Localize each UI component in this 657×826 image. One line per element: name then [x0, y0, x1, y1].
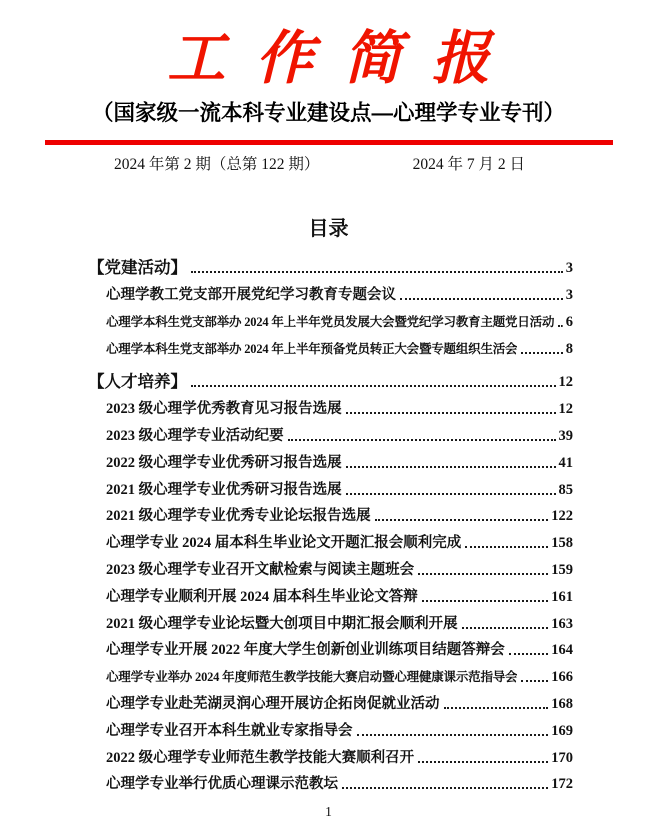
toc-item-title: 心理学专业赴芜湖灵润心理开展访企拓岗促就业活动: [106, 695, 440, 712]
toc-leader-dots: [509, 653, 549, 655]
toc-item-title: 2021 级心理学专业优秀研习报告选展: [106, 481, 342, 498]
toc-page-number: 12: [558, 374, 573, 391]
toc-item-title: 心理学专业 2024 届本科生毕业论文开题汇报会顺利完成: [106, 535, 462, 552]
toc-page-number: 161: [551, 588, 573, 605]
toc-leader-dots: [462, 627, 549, 629]
toc-section-label: 【党建活动】: [88, 259, 187, 278]
toc-item-title: 2022 级心理学专业师范生教学技能大赛顺利召开: [106, 749, 415, 766]
toc-item-row[interactable]: [88, 634, 573, 661]
toc-section-row[interactable]: [88, 251, 573, 278]
toc-page-number: 6: [565, 313, 573, 330]
toc-page-number: 168: [551, 695, 573, 712]
toc-item-row[interactable]: [88, 580, 573, 607]
toc-item-title: 心理学本科生党支部举办 2024 年上半年预备党员转正大会暨专题组织生活会: [106, 341, 518, 356]
toc-item-row[interactable]: [88, 660, 573, 687]
toc-page-number: 164: [551, 642, 573, 659]
toc-item-row[interactable]: [88, 607, 573, 634]
toc-leader-dots: [346, 466, 556, 468]
toc-leader-dots: [521, 680, 548, 682]
toc-section-row[interactable]: [88, 366, 573, 393]
toc-page-number: 41: [558, 454, 573, 471]
toc-leader-dots: [422, 600, 549, 602]
toc-leader-dots: [342, 787, 548, 789]
toc-item-title: 2022 级心理学专业优秀研习报告选展: [106, 454, 342, 471]
toc-item-title: 心理学专业举行优质心理课示范教坛: [106, 776, 338, 793]
toc-leader-dots: [346, 493, 556, 495]
toc-leader-dots: [558, 325, 562, 327]
toc-item-row[interactable]: [88, 392, 573, 419]
toc-item-row[interactable]: [88, 741, 573, 768]
toc-item-row[interactable]: [88, 305, 573, 332]
toc-page-number: 8: [565, 340, 573, 357]
toc-leader-dots: [346, 412, 556, 414]
issue-date: 2024 年 7 月 2 日: [412, 156, 525, 174]
toc-page-number: 172: [551, 776, 573, 793]
toc-section-label: 【人才培养】: [88, 373, 187, 392]
toc-leader-dots: [191, 271, 563, 273]
toc-item-row[interactable]: [88, 473, 573, 500]
toc-page-number: 169: [551, 722, 573, 739]
toc-item-title: 心理学专业举办 2024 年度师范生教学技能大赛启动暨心理健康课示范指导会: [106, 670, 518, 685]
toc-item-row[interactable]: [88, 526, 573, 553]
toc-item-row[interactable]: [88, 768, 573, 795]
toc-item-title: 心理学专业召开本科生就业专家指导会: [106, 722, 353, 739]
toc-page-number: 39: [558, 428, 573, 445]
toc-item-title: 心理学专业开展 2022 年度大学生创新创业训练项目结题答辩会: [106, 642, 505, 659]
toc-leader-dots: [465, 546, 548, 548]
toc-item-row[interactable]: [88, 687, 573, 714]
toc-item-title: 2021 级心理学专业优秀专业论坛报告选展: [106, 508, 371, 525]
toc-page-number: 158: [551, 535, 573, 552]
bulletin-title: 工作简报: [167, 24, 520, 92]
toc-page-number: 122: [551, 508, 573, 525]
toc-heading: 目录: [308, 218, 349, 241]
toc-item-row[interactable]: [88, 500, 573, 527]
toc-item-title: 2023 级心理学专业召开文献检索与阅读主题班会: [106, 562, 415, 578]
toc-leader-dots: [288, 439, 556, 441]
page-number: 1: [325, 804, 332, 819]
toc-leader-dots: [375, 519, 549, 521]
toc-page-number: 159: [551, 562, 573, 578]
toc-leader-dots: [444, 707, 549, 709]
issue-info-row: [0, 145, 657, 175]
toc-page-number: 166: [551, 669, 573, 686]
toc-page-number: 3: [565, 260, 573, 277]
toc-leader-dots: [521, 352, 562, 354]
toc-list: [0, 251, 657, 794]
issue-number: 2024 年第 2 期（总第 122 期）: [114, 156, 320, 174]
toc-item-title: 心理学教工党支部开展党纪学习教育专题会议: [106, 287, 396, 304]
toc-page-number: 163: [551, 615, 573, 632]
toc-leader-dots: [357, 734, 549, 736]
toc-item-row[interactable]: [88, 419, 573, 446]
toc-item-title: 2023 级心理学专业活动纪要: [106, 428, 284, 445]
toc-item-title: 心理学专业顺利开展 2024 届本科生毕业论文答辩: [106, 588, 418, 605]
toc-item-row[interactable]: [88, 332, 573, 359]
toc-page-number: 3: [565, 287, 573, 304]
toc-leader-dots: [191, 385, 556, 387]
toc-page-number: 170: [551, 749, 573, 766]
toc-item-row[interactable]: [88, 553, 573, 580]
bulletin-subtitle: （国家级一流本科专业建设点—心理学专业专刊）: [91, 101, 565, 126]
toc-leader-dots: [418, 761, 548, 763]
toc-item-title: 2021 级心理学专业论坛暨大创项目中期汇报会顺利开展: [106, 615, 458, 632]
toc-leader-dots: [418, 573, 548, 575]
toc-page-number: 85: [558, 481, 573, 498]
toc-item-title: 2023 级心理学优秀教育见习报告选展: [106, 401, 342, 418]
toc-item-row[interactable]: [88, 278, 573, 305]
toc-page-number: 12: [558, 401, 573, 418]
toc-item-title: 心理学本科生党支部举办 2024 年上半年党员发展大会暨党纪学习教育主题党日活动: [106, 314, 555, 329]
toc-leader-dots: [400, 298, 563, 300]
toc-item-row[interactable]: [88, 714, 573, 741]
toc-item-row[interactable]: [88, 446, 573, 473]
